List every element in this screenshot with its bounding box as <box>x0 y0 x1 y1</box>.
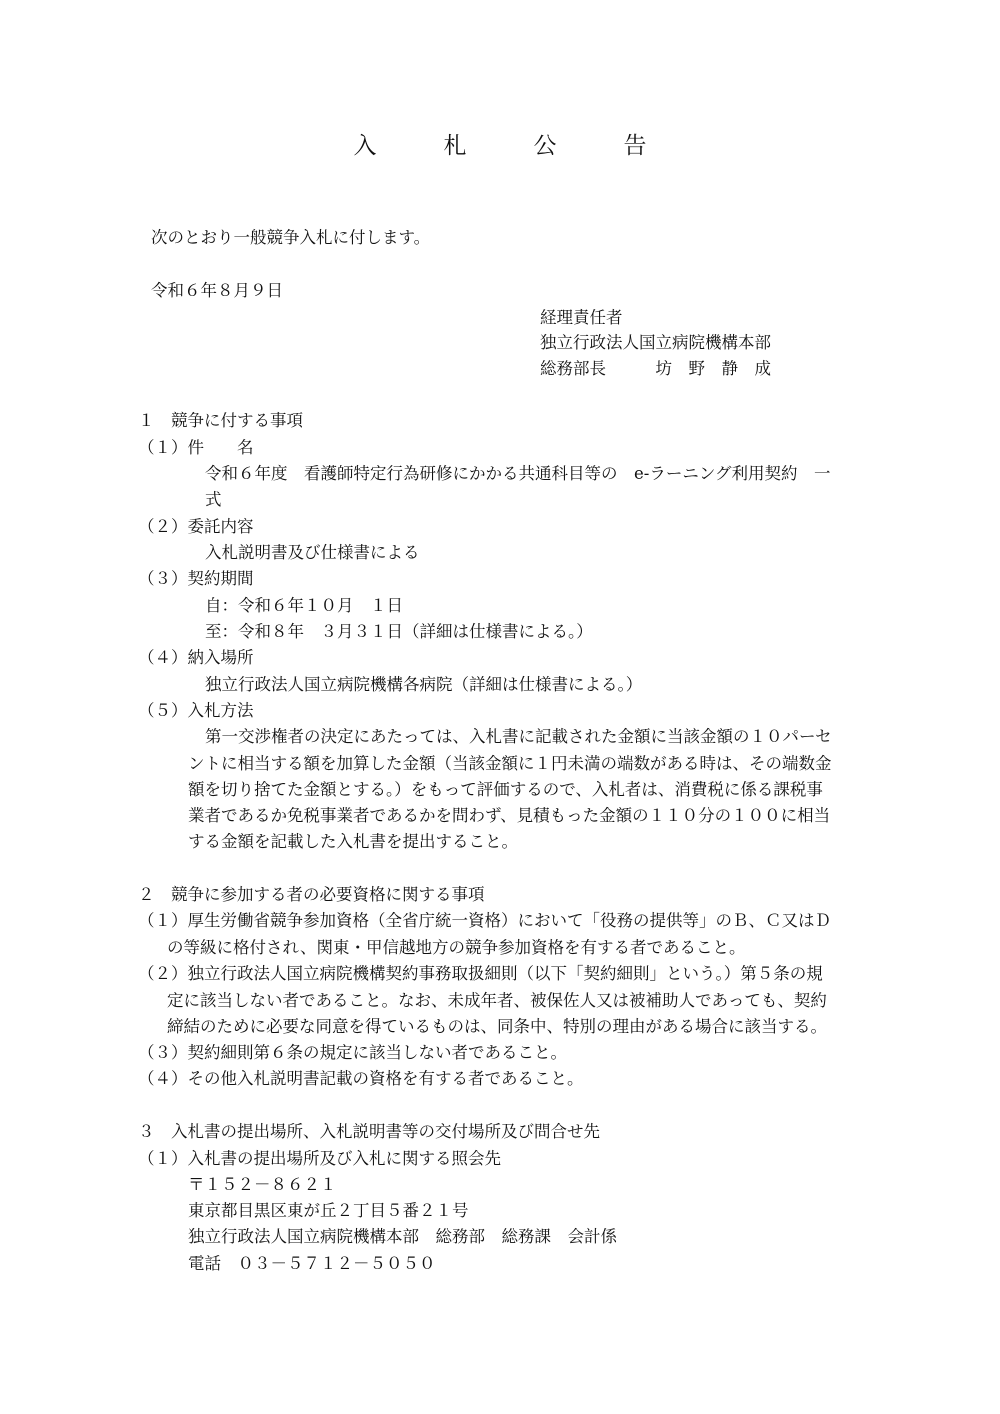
address: 東京都目黒区東が丘２丁目５番２１号 <box>188 1201 469 1220</box>
section2-heading: ２ 競争に参加する者の必要資格に関する事項 <box>138 885 485 904</box>
qualification-item2-line2: 定に該当しない者であること。なお、未成年者、被保佐人又は被補助人であっても、契約 <box>167 991 827 1010</box>
content-label: （２）委託内容 <box>138 517 254 536</box>
page-title: 入 札 公 告 <box>353 133 669 159</box>
method-text-line3: 額を切り捨てた金額とする。）をもって評価するので、入札者は、消費税に係る課税事 <box>188 780 823 799</box>
signatory-organization: 独立行政法人国立病院機構本部 <box>540 333 771 352</box>
office-name: 独立行政法人国立病院機構本部 総務部 総務課 会計係 <box>188 1227 617 1246</box>
method-text-line4: 業者であるか免税事業者であるかを問わず、見積もった金額の１１０分の１００に相当 <box>188 806 831 825</box>
method-text-line5: する金額を記載した入札書を提出すること。 <box>188 832 518 851</box>
content-text: 入札説明書及び仕様書による <box>205 543 420 562</box>
method-text-line2: ントに相当する額を加算した金額（当該金額に１円未満の端数がある時は、その端数金 <box>188 754 832 773</box>
place-text: 独立行政法人国立病院機構各病院（詳細は仕様書による。） <box>205 675 643 694</box>
period-from: 自：令和６年１０月 １日 <box>205 596 403 615</box>
qualification-item1-line1: （１）厚生労働省競争参加資格（全省庁統一資格）において「役務の提供等」のＢ、Ｃ又はＤ <box>138 911 831 930</box>
qualification-item4: （４）その他入札説明書記載の資格を有する者であること。 <box>138 1069 584 1088</box>
contact-item1-label: （１）入札書の提出場所及び入札に関する照会先 <box>138 1149 501 1168</box>
subject-text-line2: 式 <box>205 490 222 509</box>
intro-text: 次のとおり一般競争入札に付します。 <box>151 228 431 247</box>
section1-heading: １ 競争に付する事項 <box>138 411 303 430</box>
signatory-role: 経理責任者 <box>540 308 623 327</box>
method-text-line1: 第一交渉権者の決定にあたっては、入札書に記載された金額に当該金額の１０パーセ <box>205 727 832 746</box>
period-to: 至：令和８年 ３月３１日（詳細は仕様書による。） <box>205 622 593 641</box>
subject-text-line1: 令和６年度 看護師特定行為研修にかかる共通科目等の e-ラーニング利用契約 一 <box>205 464 831 483</box>
issue-date: 令和６年８月９日 <box>151 281 283 300</box>
qualification-item2-line3: 締結のために必要な同意を得ているものは、同条中、特別の理由がある場合に該当する。 <box>167 1017 827 1036</box>
qualification-item2-line1: （２）独立行政法人国立病院機構契約事務取扱細則（以下「契約細則」という。）第５条の規 <box>138 964 823 983</box>
postal-code: 〒１５２－８６２１ <box>188 1175 337 1194</box>
qualification-item1-line2: の等級に格付され、関東・甲信越地方の競争参加資格を有する者であること。 <box>167 938 746 957</box>
subject-label: （１）件 名 <box>138 438 254 457</box>
signatory-name: 総務部長 坊 野 静 成 <box>540 359 771 378</box>
period-label: （３）契約期間 <box>138 569 254 588</box>
phone-number: 電話 ０３－５７１２－５０５０ <box>188 1254 436 1273</box>
place-label: （４）納入場所 <box>138 648 254 667</box>
method-label: （５）入札方法 <box>138 701 254 720</box>
qualification-item3: （３）契約細則第６条の規定に該当しない者であること。 <box>138 1043 567 1062</box>
section3-heading: ３ 入札書の提出場所、入札説明書等の交付場所及び問合せ先 <box>138 1122 600 1141</box>
